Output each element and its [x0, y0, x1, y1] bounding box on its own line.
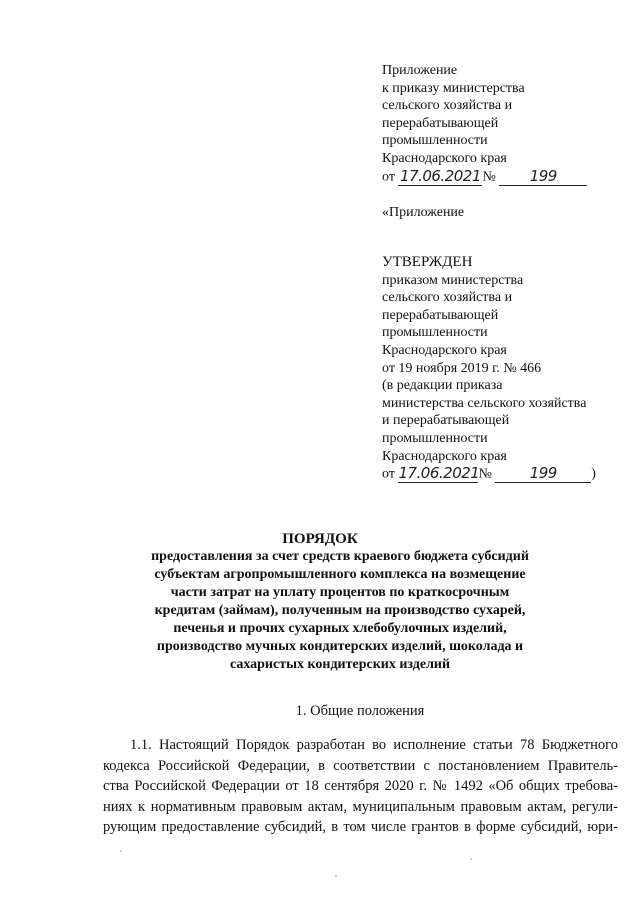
- approved-line: министерства сельского хозяйства: [382, 395, 587, 411]
- date-prefix: от: [382, 466, 395, 482]
- annex-header: [382, 62, 587, 186]
- approved-line: (в редакции приказа: [382, 378, 503, 394]
- approved-line: приказом министерства: [382, 272, 524, 288]
- approved-line: и перерабатывающей: [382, 413, 510, 429]
- approved-line: промышленности: [382, 430, 488, 446]
- paragraph-continuation: [103, 756, 618, 838]
- approved-line: перерабатывающей: [382, 307, 499, 323]
- handwritten-number: 199: [495, 465, 591, 483]
- approved-line: Краснодарского края: [382, 448, 507, 464]
- annex-header-line: Приложение: [382, 63, 458, 78]
- subtitle-line: кредитам (займам), полученным на производство сухарей,: [154, 603, 526, 618]
- subtitle-line: производство мучных кондитерских изделий, шоколада и: [156, 639, 524, 654]
- section-heading: 1. Общие положения: [295, 703, 425, 719]
- inner-annex-label: [382, 204, 464, 222]
- scan-speck: [120, 850, 122, 852]
- annex-header-line: сельского хозяйства и: [382, 98, 513, 114]
- paragraph-1-1: [130, 735, 618, 756]
- subtitle-line: сахаристых кондитерских изделий: [229, 657, 451, 672]
- annex-header-line: Краснодарского края: [382, 150, 507, 166]
- approved-block: [382, 254, 596, 483]
- number-sign: №: [478, 466, 492, 482]
- annex-header-line: к приказу министерства: [382, 80, 525, 96]
- handwritten-number: 199: [499, 168, 587, 186]
- annex-header-line: промышленности: [382, 133, 488, 149]
- subtitle-line: части затрат на уплату процентов по краткосрочным: [170, 585, 510, 600]
- date-prefix: от: [382, 168, 395, 184]
- approved-label: УТВЕРЖДЕН: [382, 254, 473, 270]
- scan-speck: [335, 875, 337, 877]
- document-title: ПОРЯДОК: [282, 531, 358, 547]
- number-sign: №: [482, 168, 496, 184]
- subtitle-line: печенья и прочих сухарных хлебобулочных изделий,: [173, 621, 507, 636]
- annex-header-line: перерабатывающей: [382, 115, 499, 131]
- handwritten-date: 17.06.2021: [399, 166, 481, 185]
- subtitle-line: субъектам агропромышленного комплекса на возмещение: [154, 567, 526, 582]
- paragraph-line: рующим предоставление субсидий, в том числе грантов в форме субсидий, юри-: [103, 819, 618, 835]
- scan-speck: [470, 858, 472, 860]
- paragraph-line: кодекса Российской Федерации, в соответствии с постановлением Правитель-: [103, 757, 618, 774]
- paragraph-line: ства Российской Федерации от 18 сентября 2020 г. № 1492 «Об общих требова-: [103, 778, 618, 794]
- approved-line: сельского хозяйства и: [382, 290, 513, 306]
- approved-line: от 19 ноября 2019 г. № 466: [382, 360, 542, 376]
- annex-date-row: [382, 168, 587, 186]
- subtitle-line: предоставления за счет средств краевого бюджета субсидий: [151, 549, 529, 564]
- closing-paren: ): [591, 466, 596, 482]
- approved-date-row: [382, 465, 596, 483]
- document-subtitle: [90, 548, 590, 674]
- approved-line: промышленности: [382, 325, 488, 341]
- inner-annex-text: «Приложение: [382, 205, 465, 220]
- handwritten-date: 17.06.2021: [398, 464, 480, 483]
- approved-line: Краснодарского края: [382, 342, 507, 358]
- paragraph-line: 1.1. Настоящий Порядок разработан во исполнение статьи 78 Бюджетного: [130, 737, 618, 753]
- paragraph-line: ниях к нормативным правовым актам, муниципальным правовым актам, регули-: [103, 798, 618, 815]
